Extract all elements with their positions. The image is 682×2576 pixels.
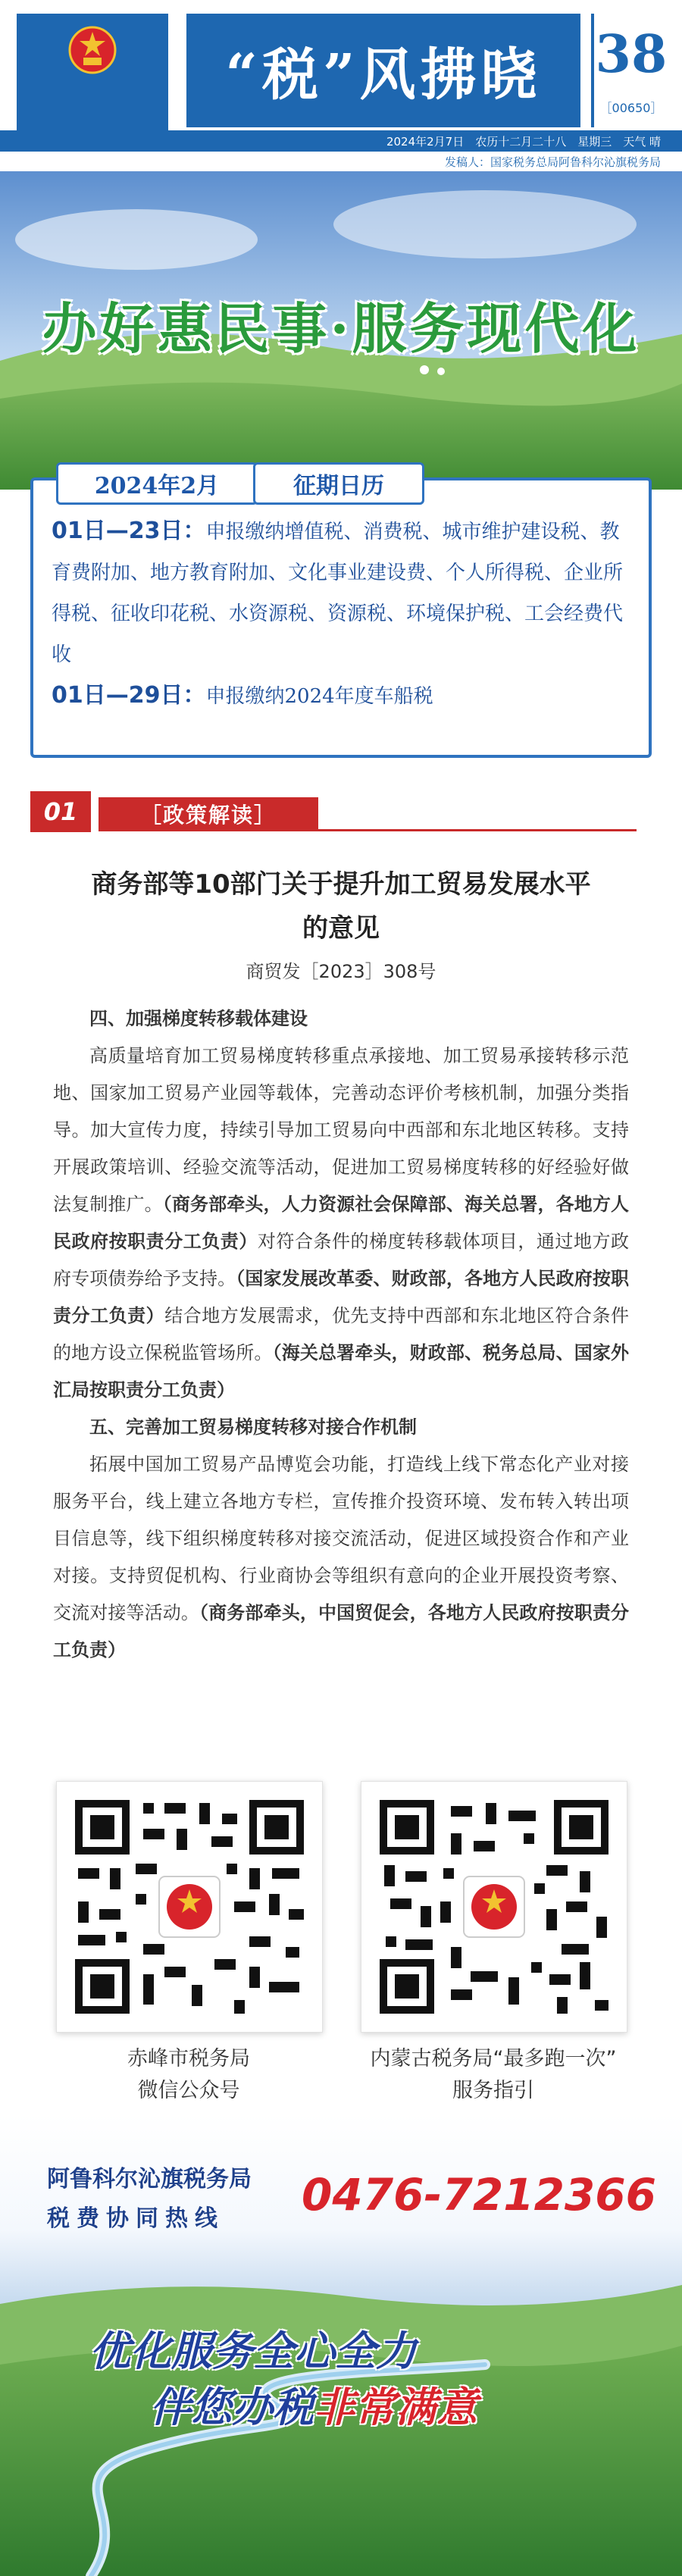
article-paragraph-5: [53, 1446, 629, 1669]
qr-caption-neimenggu: [349, 2043, 637, 2107]
qr-code-image: [375, 1795, 613, 2018]
hero-slogan: 办好惠民事·服务现代化: [42, 296, 640, 361]
qr-code-chifeng-wechat[interactable]: [56, 1781, 323, 2033]
responsibility-note: （商务部牵头，中国贸促会，各地方人民政府按职责分工负责）: [53, 1602, 630, 1660]
paragraph-text: 拓展中国加工贸易产品博览会功能，打造线上线下常态化产业对接服务平台，线上建立各地方专栏，宣传推介投资环境、发布转入转出项目信息等，线下组织梯度转移对接交流活动，促进区域投资合作和产业对接。支持贸促机构、行业商协会等组织有意向的企业开展投资考察、交流对接等活动。: [53, 1454, 629, 1623]
paragraph-text: 结合地方发展需求，优先支持中西部和东北地区符合条件的地方设立保税监管场所。: [53, 1305, 630, 1363]
qr-caption-line: 赤峰市税务局: [127, 2047, 250, 2071]
article-heading-4: 四、加强梯度转移载体建设: [89, 1008, 308, 1029]
qr-code-image: [70, 1795, 308, 2018]
footer-slogan-line2: [150, 2375, 477, 2434]
section-header-policy: [30, 791, 637, 832]
calendar-entry-range: 01日—29日：: [52, 682, 206, 709]
masthead: [0, 0, 682, 152]
section-label: ［政策解读］: [99, 797, 318, 831]
responsibility-note: （海关总署牵头，财政部、税务总局、国家外汇局按职责分工负责）: [53, 1342, 630, 1401]
section-number: 01: [30, 791, 91, 832]
article-title-line2: 的意见: [302, 913, 380, 944]
article-heading-5: 五、完善加工贸易梯度转移对接合作机制: [89, 1416, 417, 1438]
article-title-line1: 商务部等10部门关于提升加工贸易发展水平: [91, 869, 591, 900]
publisher-bar: [0, 152, 682, 171]
article-paragraph-4: [53, 1038, 629, 1409]
issue-number: 38: [595, 24, 668, 85]
date-bar: [0, 130, 682, 152]
slogan-blue-part: 伴您办税: [150, 2383, 314, 2431]
hotline-number[interactable]: 0476-7212366: [302, 2169, 656, 2221]
title-block: [186, 14, 580, 127]
calendar-title: 征期日历: [253, 462, 424, 505]
publisher-line: 发稿人：国家税务总局阿鲁科尔沁旗税务局: [444, 155, 661, 169]
qr-caption-line: 内蒙古税务局“最多跑一次”: [370, 2047, 617, 2071]
tax-calendar: [30, 473, 652, 758]
qr-code-area: [0, 1781, 682, 2102]
qr-code-neimenggu-service-guide[interactable]: [361, 1781, 627, 2033]
qr-caption-line: 服务指引: [452, 2079, 534, 2102]
calendar-entry-text: 申报缴纳增值税、消费税、城市维护建设税、教育费附加、地方教育附加、文化事业建设费、个人所得税、企业所得税、征收印花税、水资源税、资源税、环境保护税、工会经费代收: [52, 521, 624, 666]
article-doc-number: 商贸发［2023］308号: [246, 961, 436, 982]
hotline-org: 阿鲁科尔沁旗税务局: [47, 2166, 252, 2193]
calendar-entry: [52, 511, 635, 675]
tax-emblem-icon: [167, 1884, 212, 1930]
calendar-entry-range: 01日—23日：: [52, 518, 206, 544]
tax-emblem-icon: [471, 1884, 517, 1930]
paragraph-text: 对符合条件的梯度转移载体项目，通过地方政府专项债券给予支持。: [53, 1231, 630, 1289]
article-body: [53, 1000, 629, 1669]
logo-block: [17, 14, 168, 139]
footer-banner: [0, 2114, 682, 2576]
calendar-month: 2024年2月: [56, 462, 258, 505]
responsibility-note: （国家发展改革委、财政部，各地方人民政府按职责分工负责）: [53, 1268, 630, 1326]
section-divider: [99, 829, 637, 831]
tax-emblem-icon: [68, 26, 117, 74]
hotline-label: 税费协同热线: [47, 2205, 224, 2232]
footer-slogan-line1: 优化服务全心全力: [89, 2327, 417, 2375]
paragraph-text: 高质量培育加工贸易梯度转移重点承接地、加工贸易承接转移示范地、国家加工贸易产业园等载体，完善动态评价考核机制，加强分类指导。加大宣传力度，持续引导加工贸易向中西部和东北地区转移。支持开展政策培训、经验交流等活动，促进加工贸易梯度转移的好经验好做法复制推广。: [53, 1045, 629, 1215]
article-title: [53, 862, 629, 950]
qr-caption-chifeng: [45, 2043, 333, 2107]
issue-block: [591, 14, 668, 127]
hero-banner: [0, 171, 682, 490]
calendar-entry: [52, 675, 635, 717]
responsibility-note: （商务部牵头，人力资源社会保障部、海关总署，各地方人民政府按职责分工负责）: [53, 1194, 630, 1252]
qr-caption-line: 微信公众号: [137, 2079, 240, 2102]
calendar-body: [52, 511, 635, 717]
newsletter-title: “税”风拂晓: [225, 42, 542, 108]
issue-serial: ［00650］: [599, 101, 663, 115]
calendar-entry-text: 申报缴纳2024年度车船税: [205, 685, 433, 708]
slogan-red-part: 非常满意: [314, 2383, 477, 2431]
date-line: 2024年2月7日 农历十二月二十八 星期三 天气 晴: [386, 135, 661, 149]
